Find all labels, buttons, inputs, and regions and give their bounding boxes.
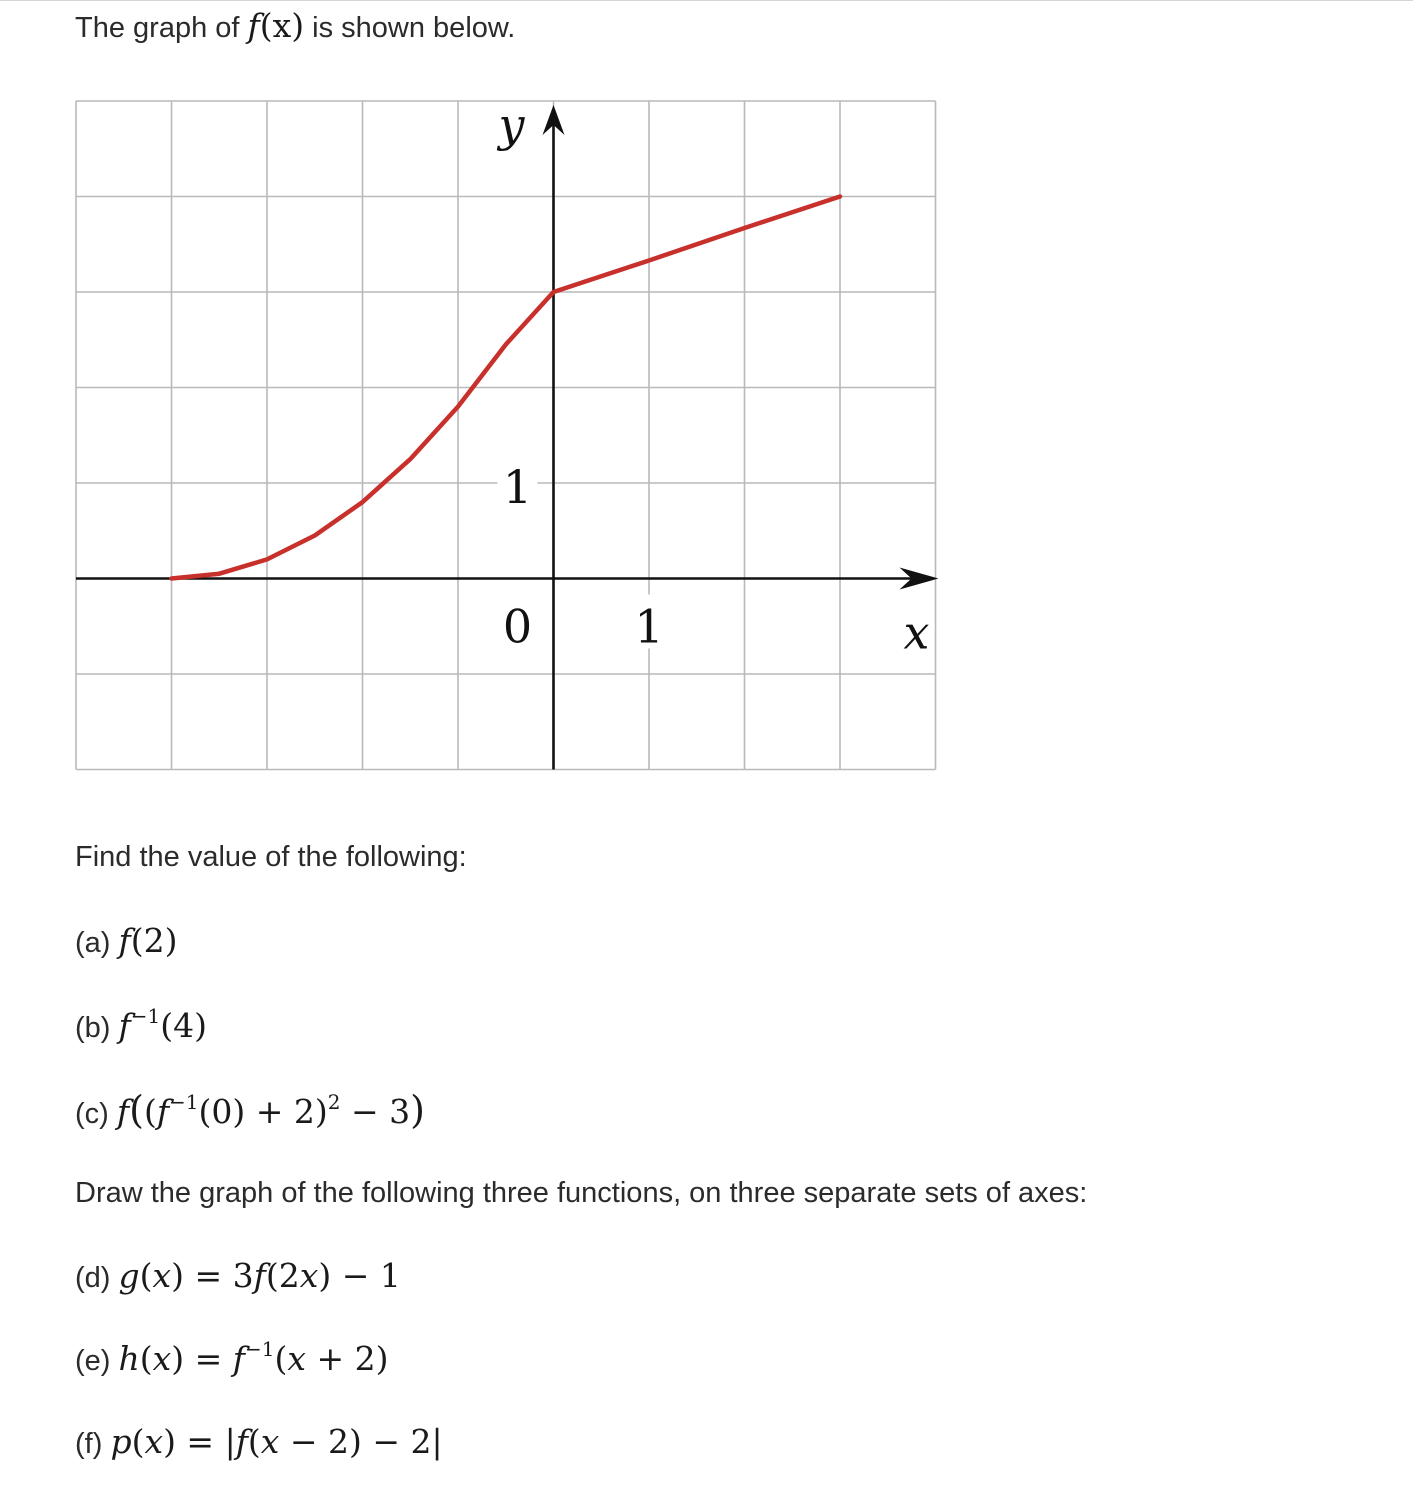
- question-a-label: (a): [75, 927, 111, 959]
- question-c-label: (c): [75, 1098, 109, 1130]
- draw-heading: Draw the graph of the following three functions, on three separate sets of axes:: [75, 1177, 1088, 1209]
- question-c: [75, 1090, 425, 1134]
- question-b-label: (b): [75, 1012, 111, 1044]
- question-d-math: g(x) = 3f(2x) − 1: [118, 1256, 401, 1295]
- graph-grid: [76, 101, 936, 770]
- intro-suffix: is shown below.: [312, 12, 516, 44]
- intro-prefix: The graph of: [75, 12, 240, 44]
- question-d: [75, 1256, 401, 1298]
- y-tick-label-1: 1: [502, 460, 533, 514]
- question-a: [75, 921, 177, 963]
- intro-func-name: f: [247, 6, 260, 45]
- question-f-label: (f): [75, 1428, 103, 1460]
- question-c-math: $f((f^{-1}(0) + 2)^2 - 3)$: [116, 1088, 425, 1132]
- intro-func-arg: (x): [259, 6, 305, 45]
- question-b: [75, 1006, 207, 1048]
- find-heading: Find the value of the following:: [75, 841, 467, 873]
- question-b-math: $f^{-1}(4)$: [118, 1004, 207, 1045]
- question-e-label: (e): [75, 1345, 111, 1377]
- graph-labels: [495, 98, 930, 660]
- y-axis-label: y: [498, 98, 525, 152]
- question-f: [75, 1422, 443, 1464]
- question-a-math: f(2): [118, 921, 178, 960]
- x-tick-label-1: 1: [634, 599, 664, 654]
- x-axis-label: x: [903, 605, 930, 660]
- question-e: [75, 1339, 389, 1381]
- question-e-math: $h(x) = f^{-1}(x + 2)$: [118, 1337, 389, 1378]
- origin-label: 0: [502, 599, 533, 654]
- question-f-math: p(x) = |f(x − 2) − 2|: [110, 1422, 443, 1461]
- question-d-label: (d): [75, 1262, 111, 1294]
